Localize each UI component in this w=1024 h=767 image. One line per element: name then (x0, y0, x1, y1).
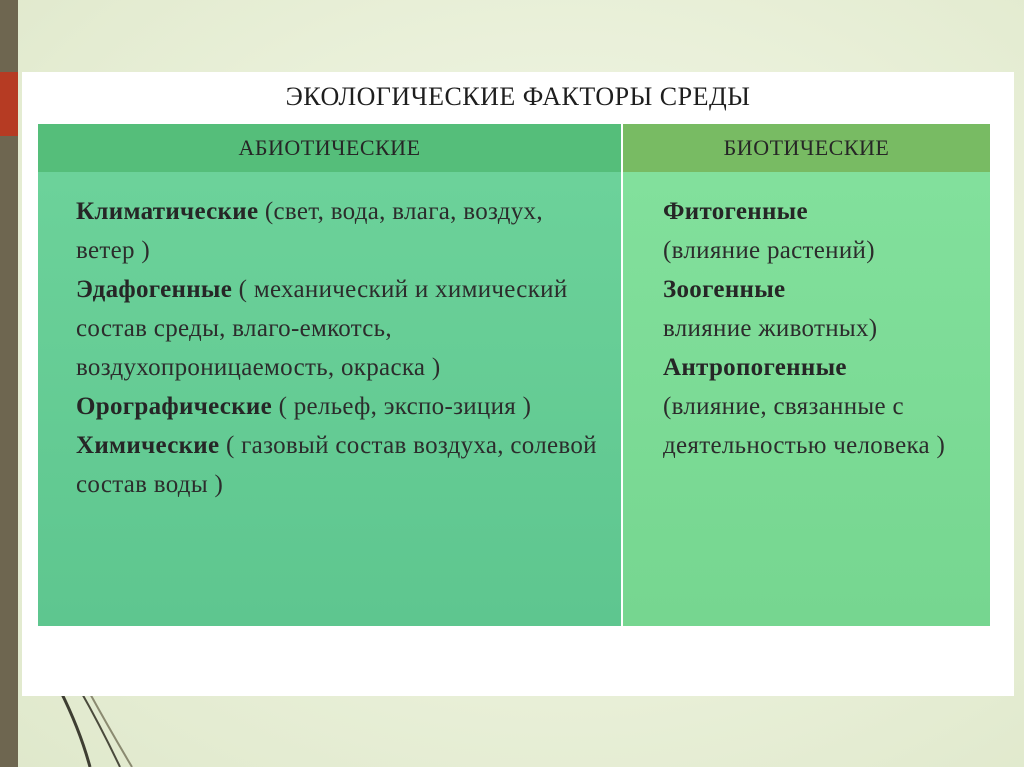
biotic-cell (621, 172, 990, 626)
factor-term: Эдафогенные (76, 276, 233, 303)
list-item (663, 192, 966, 270)
factor-desc: ( газовый состав воздуха, солевой состав воды ) (76, 432, 597, 498)
decorative-lines (50, 690, 170, 767)
factor-desc: (влияние растений) (663, 237, 875, 264)
slide-panel (22, 72, 1014, 696)
factor-desc: ( рельеф, экспо-зиция ) (272, 393, 532, 420)
list-item (663, 270, 966, 348)
left-edge-bar (0, 0, 18, 767)
list-item (76, 426, 597, 504)
list-item (663, 348, 966, 465)
biotic-header: БИОТИЧЕСКИЕ (621, 124, 990, 172)
list-item (76, 387, 597, 426)
left-accent-mark (0, 72, 18, 136)
abiotic-cell (38, 172, 621, 626)
factor-term: Антропогенные (663, 354, 847, 381)
factor-desc: (свет, вода, влага, воздух, ветер ) (76, 198, 543, 264)
factor-term: Фитогенные (663, 198, 808, 225)
factor-desc: (влияние, связанные с деятельностью человека ) (663, 393, 946, 459)
factor-term: Климатические (76, 198, 259, 225)
factor-term: Химические (76, 432, 220, 459)
list-item (76, 192, 597, 270)
factors-table (38, 124, 990, 626)
factor-term: Орографические (76, 393, 273, 420)
factor-desc: ( механический и химический состав среды, влаго-емкотсь, воздухопроницаемость, окраска ) (76, 276, 568, 381)
abiotic-header: АБИОТИЧЕСКИЕ (38, 124, 621, 172)
factor-desc: влияние животных) (663, 315, 878, 342)
factor-term: Зоогенные (663, 276, 786, 303)
list-item (76, 270, 597, 387)
page-title: ЭКОЛОГИЧЕСКИЕ ФАКТОРЫ СРЕДЫ (285, 82, 751, 111)
